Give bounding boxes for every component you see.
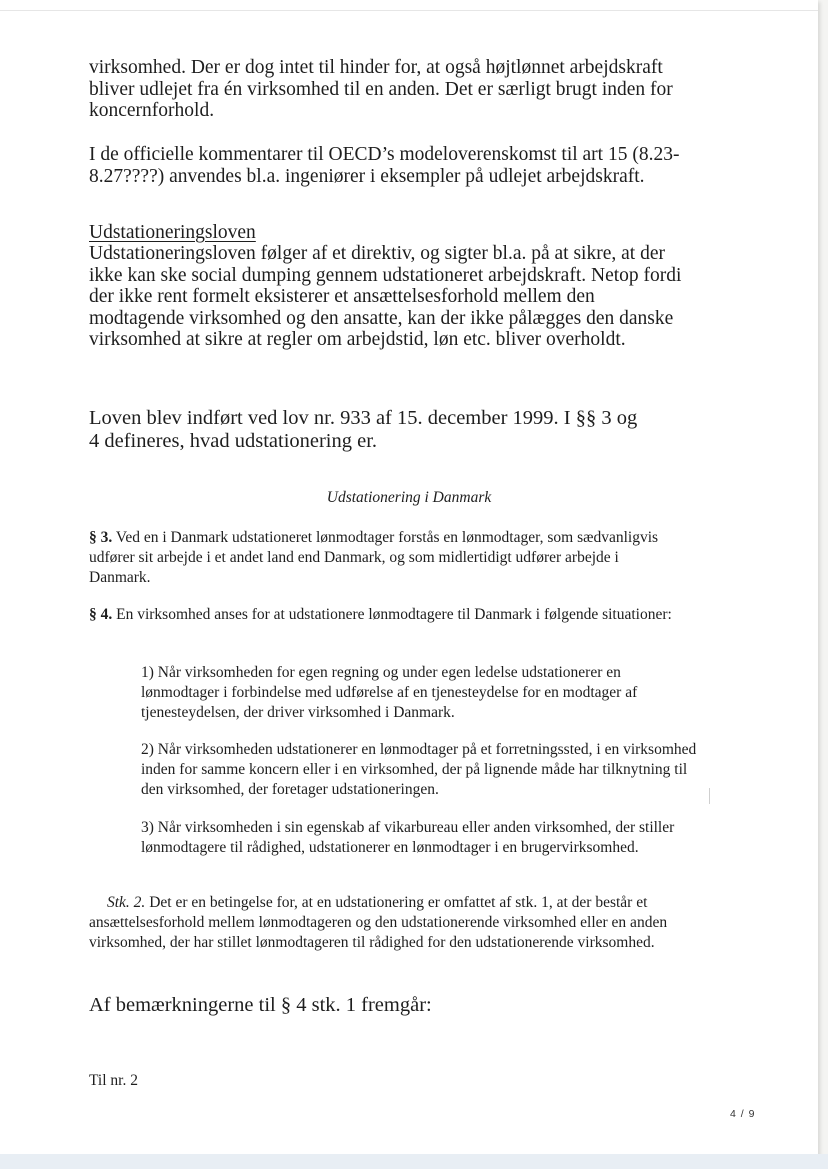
law-stk-2 — [89, 893, 689, 953]
law-section-3 — [89, 528, 679, 588]
section-3-label: § 3. — [89, 529, 113, 546]
paragraph-udstationeringsloven: Udstationeringsloven følger af et direktiv, og sigter bl.a. på at sikre, at der ikke kan ske social dumping gennem udstationeret arbejdskraft. Netop fordi der ikke rent formelt eksisterer et ansættelsesforhold mellem den modtagende virksomhed og den ansatte, kan der ikke pålægges den danske virksomhed at sikre at regler om arbejdstid, løn etc. bliver overholdt. — [89, 243, 682, 350]
stk-2-label: Stk. 2. — [107, 894, 146, 911]
law-section-4 — [89, 605, 679, 625]
scan-mark — [709, 788, 710, 804]
scan-bottom-band — [0, 1154, 828, 1169]
law-item-3: 3) Når virksomheden i sin egenskab af vikarbureau eller anden virksomhed, der stiller lønmodtagere til rådighed, udstationerer en lønmodtager i en brugervirksomhed. — [141, 819, 675, 856]
til-nr-label: Til nr. 2 — [89, 1072, 138, 1089]
law-item-1: 1) Når virksomheden for egen regning og under egen ledelse udstationerer en lønmodtager i forbindelse med udførelse af en tjenesteydelse for en modtager af tjenesteydelsen, der driver virksomhed i Danmark. — [141, 664, 638, 721]
paragraph-oecd: I de officielle kommentarer til OECD’s modeloverenskomst til art 15 (8.23-8.27????) anvendes bl.a. ingeniører i eksempler på udlejet arbejdskraft. — [89, 144, 680, 187]
page-number: 4 / 9 — [730, 1108, 756, 1120]
law-item-2: 2) Når virksomheden udstationerer en lønmodtager på et forretningssted, i en virksomhed inden for samme koncern eller i en virksomhed, der på lignende måde har tilknytning til den virksomhed, der foretager udstationeringen. — [141, 741, 697, 798]
remarks-heading: Af bemærkningerne til § 4 stk. 1 fremgår: — [89, 994, 432, 1016]
page-top-border — [0, 10, 818, 11]
section-heading: Udstationeringsloven — [89, 222, 256, 243]
paragraph-intro: virksomhed. Der er dog intet til hinder for, at også højtlønnet arbejdskraft bliver udlejet fra én virksomhed til en anden. Det er særligt brugt inden for koncernforhold. — [89, 57, 673, 121]
section-4-label: § 4. — [89, 606, 113, 623]
section-4-text: En virksomhed anses for at udstationere lønmodtagere til Danmark i følgende situationer: — [112, 606, 672, 623]
section-3-text: Ved en i Danmark udstationeret lønmodtager forstås en lønmodtager, som sædvanligvis udfører sit arbejde i et andet land end Danmark, og som midlertidigt udfører arbejde i Danmark. — [89, 529, 659, 586]
paragraph-loven: Loven blev indført ved lov nr. 933 af 15. december 1999. I §§ 3 og 4 defineres, hvad udstationering er. — [89, 407, 638, 452]
law-title: Udstationering i Danmark — [326, 489, 492, 506]
stk-2-text: Det er en betingelse for, at en udstationering er omfattet af stk. 1, at der består et ansættelsesforhold mellem lønmodtageren og den udstationerende virksomhed eller en anden virksomhed, der har stillet lønmodtageren til rådighed for den udstationerende virksomhed. — [89, 894, 668, 951]
